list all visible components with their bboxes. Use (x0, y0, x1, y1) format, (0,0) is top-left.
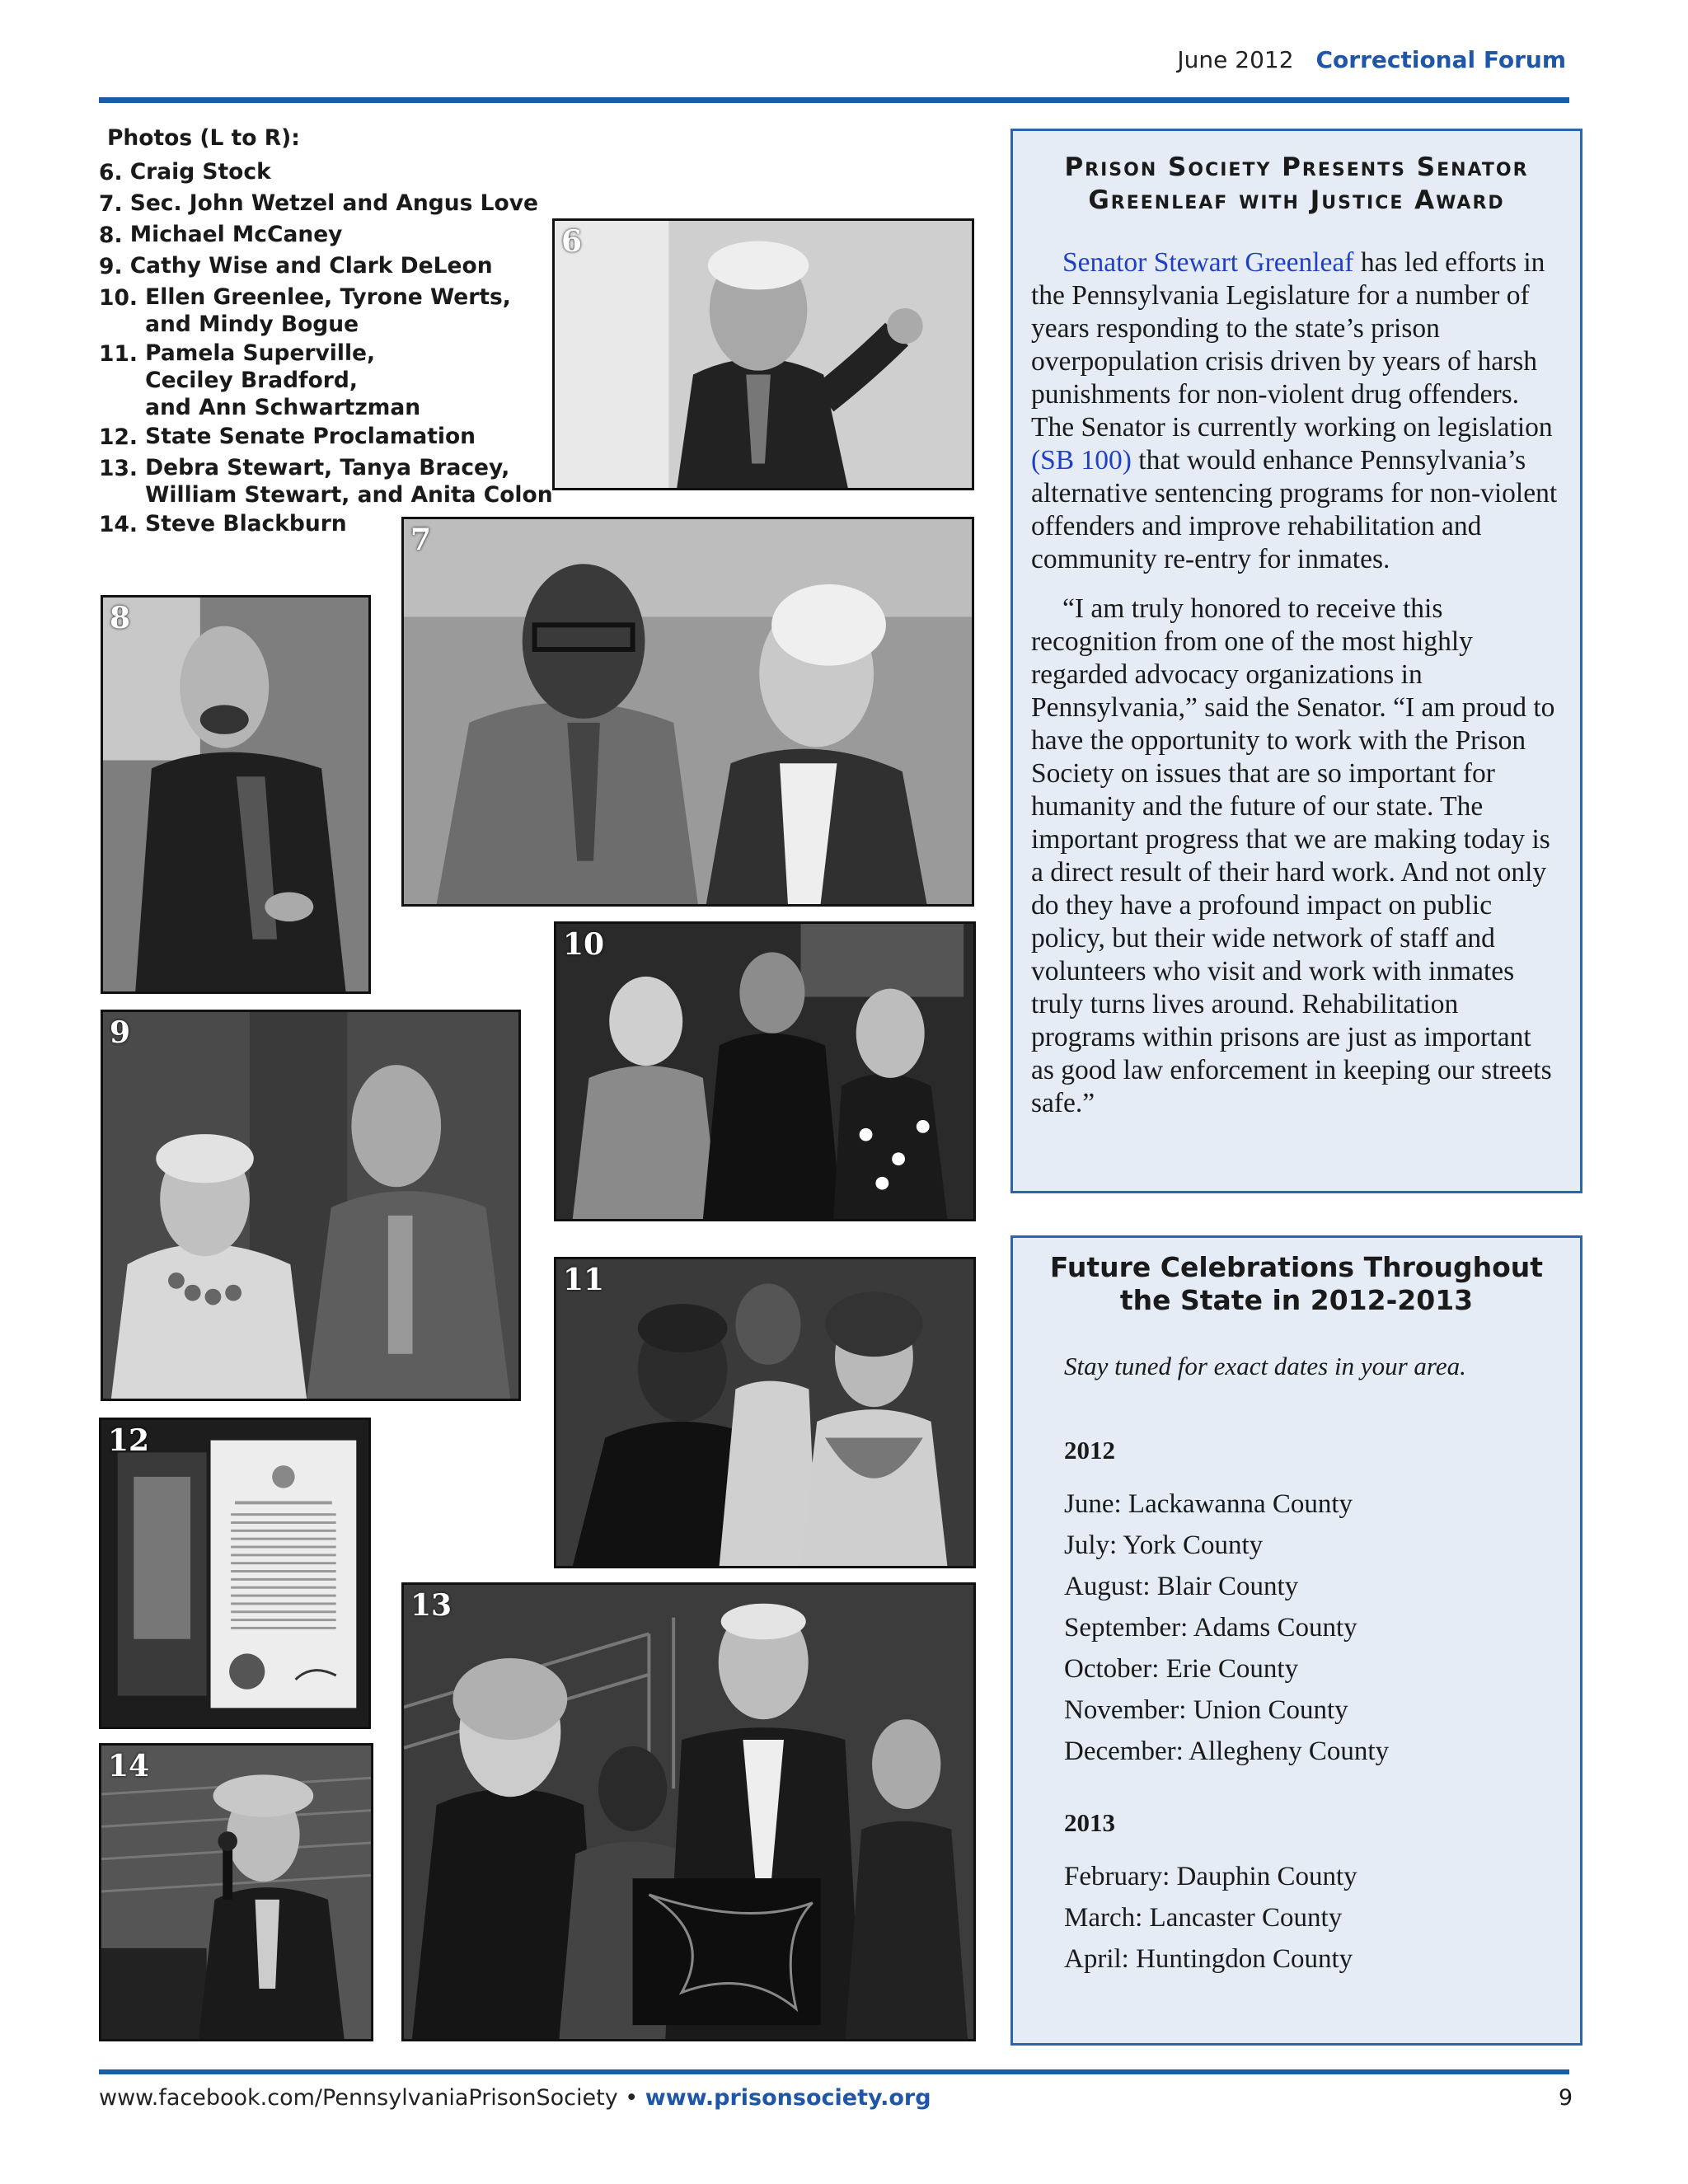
photo-8-image (103, 598, 368, 991)
events-2013-list (1064, 1856, 1580, 1980)
event-item: June: Lackawanna County (1064, 1489, 1353, 1519)
caption-item: 13. Debra Stewart, Tanya Bracey, William Stewart, and Anita Colon (99, 455, 553, 508)
photo-number: 10 (563, 927, 605, 962)
facebook-link[interactable]: www.facebook.com/PennsylvaniaPrisonSociety • (99, 2085, 645, 2111)
photo-6 (552, 218, 974, 490)
issue-date: June 2012 (1177, 46, 1294, 73)
caption-item: 9. Cathy Wise and Clark DeLeon (99, 253, 493, 279)
event-item: September: Adams County (1064, 1613, 1357, 1643)
event-item: April: Huntingdon County (1064, 1944, 1353, 1974)
photo-14 (99, 1743, 373, 2041)
event-item: March: Lancaster County (1064, 1903, 1343, 1933)
article-quote-paragraph: “I am truly honored to receive this recognition from one of the most highly regarded advocacy organizations in Pennsylvania,” said the Senator. “I am proud to have the opportunity to work with the Prison Society on issues that are so important for humanity and the future of our state. The important progress that we are making today is a direct result of their hard work. And not only do they have a profound impact on public policy, but their wide network of staff and volunteers who visit and work with inmates truly turns lives around. Rehabilitation programs within prisons are just as important as good law enforcement in keeping our streets safe.” (1031, 593, 1555, 1118)
photo-11-image (556, 1259, 973, 1566)
photo-number: 13 (410, 1588, 452, 1623)
photo-number: 11 (563, 1263, 605, 1297)
event-item: November: Union County (1064, 1695, 1348, 1725)
event-item: December: Allegheny County (1064, 1736, 1390, 1766)
article-paragraph: Senator Stewart Greenleaf has led efforts in the Pennsylvania Legislature for a number of years responding to the state’s prison overpopulation crisis driven by years of harsh punishments for non-violent drug offenders. The Senator is currently working on legislation (SB 100) that would enhance Pennsylvania’s alternative sentencing programs for non-violent offenders and improve rehabilitation and community re-entry for inmates. (1031, 247, 1558, 574)
photo-9-image (103, 1012, 518, 1399)
caption-item: 11. Pamela Superville, Ceciley Bradford, and Ann Schwartzman (99, 340, 421, 420)
photo-7-image (404, 519, 972, 904)
caption-item: 14. Steve Blackburn (99, 511, 347, 537)
photo-number: 9 (110, 1015, 131, 1050)
header-rule (99, 97, 1569, 103)
website-link[interactable]: www.prisonsociety.org (645, 2085, 931, 2111)
photo-number: 6 (561, 224, 583, 259)
photo-captions (99, 124, 560, 541)
publication-name: Correctional Forum (1315, 46, 1566, 73)
photo-8 (101, 595, 371, 994)
caption-item: 6. Craig Stock (99, 159, 271, 185)
events-2012-list (1064, 1483, 1580, 1772)
photo-7 (401, 517, 974, 907)
photo-number: 12 (108, 1423, 150, 1458)
photo-11 (554, 1257, 976, 1568)
captions-title: Photos (L to R): (107, 125, 300, 151)
photo-10-image (556, 924, 973, 1219)
caption-item: 8. Michael McCaney (99, 222, 343, 248)
sb100-link[interactable]: (SB 100) (1031, 445, 1132, 476)
page-number: 9 (1558, 2085, 1573, 2111)
photo-number: 14 (108, 1749, 150, 1783)
event-item: August: Blair County (1064, 1572, 1299, 1601)
photo-13-image (404, 1585, 973, 2039)
event-item: October: Erie County (1064, 1654, 1299, 1684)
photo-6-image (555, 221, 972, 488)
photo-14-image (101, 1746, 371, 2039)
celebrations-title: Future Celebrations Throughout the State in 2012-2013 (1049, 1251, 1544, 1316)
caption-item: 7. Sec. John Wetzel and Angus Love (99, 190, 538, 217)
senator-link[interactable]: Senator Stewart Greenleaf (1062, 247, 1354, 278)
event-item: July: York County (1064, 1530, 1264, 1560)
page-header (1177, 46, 1566, 73)
photo-12-image (101, 1420, 368, 1727)
celebrations-note: Stay tuned for exact dates in your area. (1064, 1352, 1466, 1380)
photo-13 (401, 1582, 976, 2041)
article-body (1031, 246, 1560, 1120)
year-heading-2013: 2013 (1064, 1808, 1115, 1837)
article-title: Prison Society Presents Senator Greenleaf with Justice Award (1064, 152, 1529, 215)
year-heading-2012: 2012 (1064, 1436, 1115, 1465)
caption-item: 10. Ellen Greenlee, Tyrone Werts, and Mindy Bogue (99, 284, 511, 337)
justice-award-article (1010, 129, 1582, 1193)
future-celebrations-box (1010, 1235, 1582, 2046)
photo-12 (99, 1418, 371, 1729)
footer-links (99, 2085, 931, 2111)
photo-10 (554, 921, 976, 1221)
photo-number: 7 (410, 523, 432, 557)
photo-9 (101, 1010, 521, 1401)
photo-number: 8 (110, 601, 131, 635)
caption-item: 12. State Senate Proclamation (99, 424, 476, 450)
event-item: February: Dauphin County (1064, 1862, 1357, 1891)
footer-rule (99, 2069, 1569, 2074)
